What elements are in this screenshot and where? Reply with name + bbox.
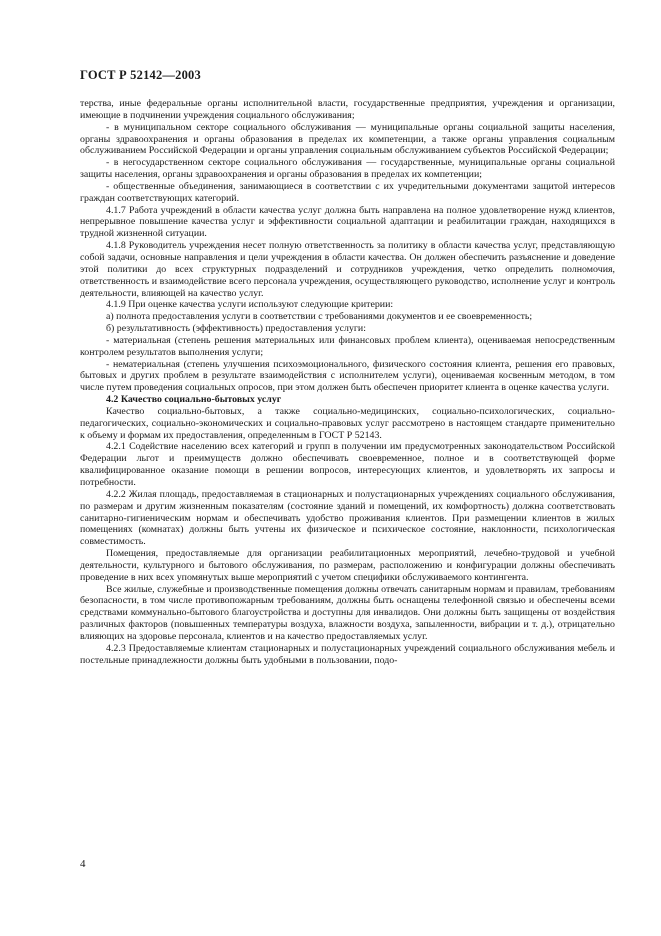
paragraph: Помещения, предоставляемые для организации реабилитационных мероприятий, лечебно-трудовой и учебной деятельности, культурного и бытового обслуживания, по размерам, расположению и конфигурации должны обеспечивать проведение в них всех упомянутых выше мероприятий с учетом специфики обслуживаемого контингента. [80,548,615,583]
paragraph: 4.1.8 Руководитель учреждения несет полную ответственность за политику в области качества услуг, представляющую собой задачи, основные направления и цели учреждения в области качества. Он должен обеспечить разъяснение и доведение этой политики до всех структурных подразделений и сотрудников учреждения, четко определить полномочия, ответственность и взаимодействие всего персонала учреждения, осуществляющего руководство, исполнение услуг и контроль деятельности, влияющей на качество услуг. [80,240,615,299]
paragraph: - в негосударственном секторе социального обслуживания — государственные, муниципальные органы социальной защиты населения, органы здравоохранения и органы образования в пределах их компетенции; [80,157,615,181]
paragraph: 4.1.9 При оценке качества услуги используют следующие критерии: [106,299,394,311]
paragraph: 4.2.2 Жилая площадь, предоставляемая в стационарных и полустационарных учреждениях социального обслуживания, по размерам и другим жизненным показателям (состояние зданий и помещений, их комфортность) должна соответствовать санитарно-гигиеническим нормам и обеспечивать удобство проживания клиентов. При размещении клиентов в жилых помещениях (комнатах) должны быть учтены их физическое и психическое состояние, наклонности, психологическая совместимость. [80,488,615,548]
paragraph: Все жилые, служебные и производственные помещения должны отвечать санитарным нормам и правилам, требованиям безопасности, в том числе противопожарным требованиям, должны быть оснащены телефонной связью и обеспечены всеми средствами коммунально-бытового благоустройства и доступны для инвалидов. Они должны быть защищены от воздействия различных факторов (повышенных температуры воздуха, влажности воздуха, запыленности, вибрации и т. д.), отрицательно влияющих на здоровье персонала, клиентов и на качество предоставляемых услуг. [80,583,615,642]
paragraph: б) результативность (эффективность) предоставления услуги: [106,323,366,335]
paragraph: - общественные объединения, занимающиеся в соответствии с их учредительными документами защитой интересов граждан соответствующих категорий. [80,180,615,204]
paragraph: - нематериальная (степень улучшения психоэмоционального, физического состояния клиента, решения его правовых, бытовых и других проблем в результате взаимодействия с исполнителем услуги), оцениваемая косвенным методом, в том числе путем проведения социальных опросов, при этом должен быть обеспечен приоритет клиента в оценке качества услуги. [80,358,615,394]
paragraph: 4.1.7 Работа учреждений в области качества услуг должна быть направлена на полное удовлетворение нужд клиентов, непрерывное повышение качества услуг и эффективности социальной адаптации и реабилитации граждан, находящихся в трудной жизненной ситуации. [80,204,615,240]
paragraph: а) полнота предоставления услуги в соответствии с требованиями документов и ее своевременность; [106,311,533,323]
page-number: 4 [80,858,86,870]
paragraph: - в муниципальном секторе социального обслуживания — муниципальные органы социальной защиты населения, органы здравоохранения и органы образования в пределах их компетенции, а также органы управления социальным обслуживанием Российской Федерации и органы управления социальным обслуживанием субъектов Российской Федерации; [80,121,615,157]
paragraph: Качество социально-бытовых, а также социально-медицинских, социально-психологических, социально-педагогических, социально-экономических и социально-правовых услуг рассмотрено в настоящем стандарте применительно к объему и формам их предоставления, определенным в ГОСТ Р 52143. [80,405,615,441]
document-body [80,98,615,667]
paragraph: 4.2.1 Содействие населению всех категорий и групп в получении им предусмотренных законодательством Российской Федерации льгот и преимуществ должно обеспечивать своевременное, полное и в соответствующей форме квалифицированное оказание помощи в решении вопросов, интересующих клиентов, и удовлетворять их запросы и потребности. [80,441,615,488]
paragraph: 4.2.3 Предоставляемые клиентам стационарных и полустационарных учреждений социального обслуживания мебель и постельные принадлежности должны быть удобными в пользовании, подо- [80,642,615,666]
section-heading: 4.2 Качество социально-бытовых услуг [106,394,282,406]
paragraph: - материальная (степень решения материальных или финансовых проблем клиента), оцениваемая непосредственным контролем результатов выполнения услуги; [80,334,615,358]
paragraph: терства, иные федеральные органы исполнительной власти, государственные предприятия, учреждения и организации, имеющие в подчинении учреждения социального обслуживания; [80,98,615,121]
document-header: ГОСТ Р 52142—2003 [80,68,201,82]
